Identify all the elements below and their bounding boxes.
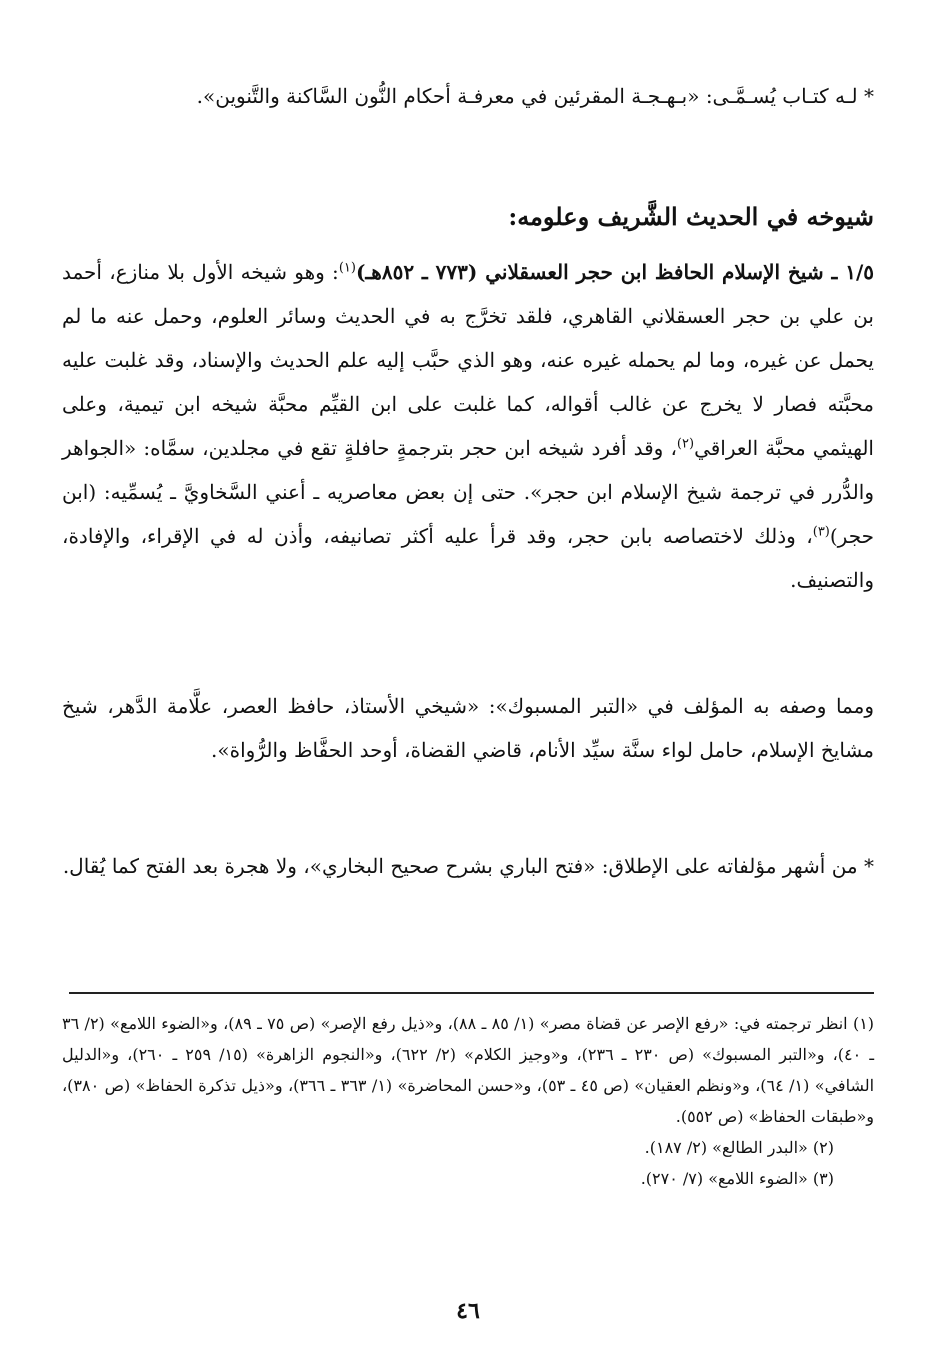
section-heading: شيوخه في الحديث الشَّريف وعلومه: xyxy=(508,202,874,231)
page-number: ٤٦ xyxy=(456,1298,480,1324)
footnote-ref-1[interactable]: (١) xyxy=(338,260,356,276)
footnote-ref-3[interactable]: (٣) xyxy=(812,524,830,540)
famous-work-paragraph: * من أشهر مؤلفاته على الإطلاق: «فتح الباري بشرح صحيح البخاري»، ولا هجرة بعد الفتح كما يُقال. xyxy=(62,854,874,878)
book-title-paragraph: * لـه كتـاب يُسـمَّـى: «بـهـجـة المقرئين في معرفـة أحكام النُّون السَّاكنة والتَّنوين». xyxy=(196,84,874,108)
footnote-separator xyxy=(69,992,874,994)
footnote-1: (١) انظر ترجمته في: «رفع الإصر عن قضاة مصر» (١/ ٨٥ ـ ٨٨)، و«ذيل رفع الإصر» (ص ٧٥ ـ ٨٩)، و«الضوء اللامع» (٢/ ٣٦ ـ ٤٠)، و«التبر المسبوك» (ص ٢٣٠ ـ ٢٣٦)، و«وجيز الكلام» (٢/ ٦٢٢)، و«النجوم الزاهرة» (١٥/ ٢٥٩ ـ ٢٦٠)، و«الدليل الشافي» (١/ ٦٤)، و«ونظم العقيان» (ص ٤٥ ـ ٥٣)، و«حسن المحاضرة» (١/ ٣٦٣ ـ ٣٦٦)، و«ذيل تذكرة الحفاظ» (ص ٣٨٠)، و«طبقات الحفاظ» (ص ٥٥٢). xyxy=(62,1014,875,1126)
footnote-ref-2[interactable]: (٢) xyxy=(676,436,695,452)
teacher-lead: ١/٥ ـ شيخ الإسلام الحافظ ابن حجر العسقلاني (٧٧٣ ـ ٨٥٢هـ) xyxy=(355,260,874,284)
teacher-paragraph xyxy=(62,250,874,602)
teacher-body-a: : وهو شيخه الأول بلا منازع، أحمد بن علي بن حجر العسقلاني القاهري، فلقد تخرَّج به في الحديث وسائر العلوم، وحمل عنه ما لم يحمل عن غيره، وما لم يحمله غيره عنه، وهو الذي حبَّب إليه علم الحديث والإسناد، وقد غلبت عليه محبَّته فصار لا يخرج عن غالب أقواله، كما غلبت على ابن القيِّم محبَّة شيخه ابن تيمية، وعلى الهيثمي محبَّة العراقي xyxy=(62,260,874,460)
teacher-body-b: ، وقد أفرد شيخه ابن حجر بترجمةٍ حافلةٍ تقع في مجلدين، سمَّاه: «الجواهر والدُّرر في ترجمة شيخ الإسلام ابن حجر». حتى إن بعض معاصريه ـ أعني السَّخاويَّ ـ يُسمِّيه: (ابن حجر) xyxy=(62,436,874,548)
footnote-2: (٢) «البدر الطالع» (٢/ ١٨٧). xyxy=(644,1138,834,1157)
book-page xyxy=(62,74,874,1364)
teacher-body-c: ، وذلك لاختصاصه بابن حجر، وقد قرأ عليه أكثر تصانيفه، وأذن له في الإقراء، والإفادة، والتصنيف. xyxy=(62,524,874,592)
footnotes xyxy=(62,1008,874,1194)
description-paragraph: ومما وصفه به المؤلف في «التبر المسبوك»: «شيخي الأستاذ، حافظ العصر، علَّامة الدَّهر، شيخ مشايخ الإسلام، حامل لواء سنَّة سيِّد الأنام، قاضي القضاة، أوحد الحفَّاظ والرُّواة». xyxy=(62,694,874,762)
footnote-3: (٣) «الضوء اللامع» (٧/ ٢٧٠). xyxy=(640,1169,834,1188)
